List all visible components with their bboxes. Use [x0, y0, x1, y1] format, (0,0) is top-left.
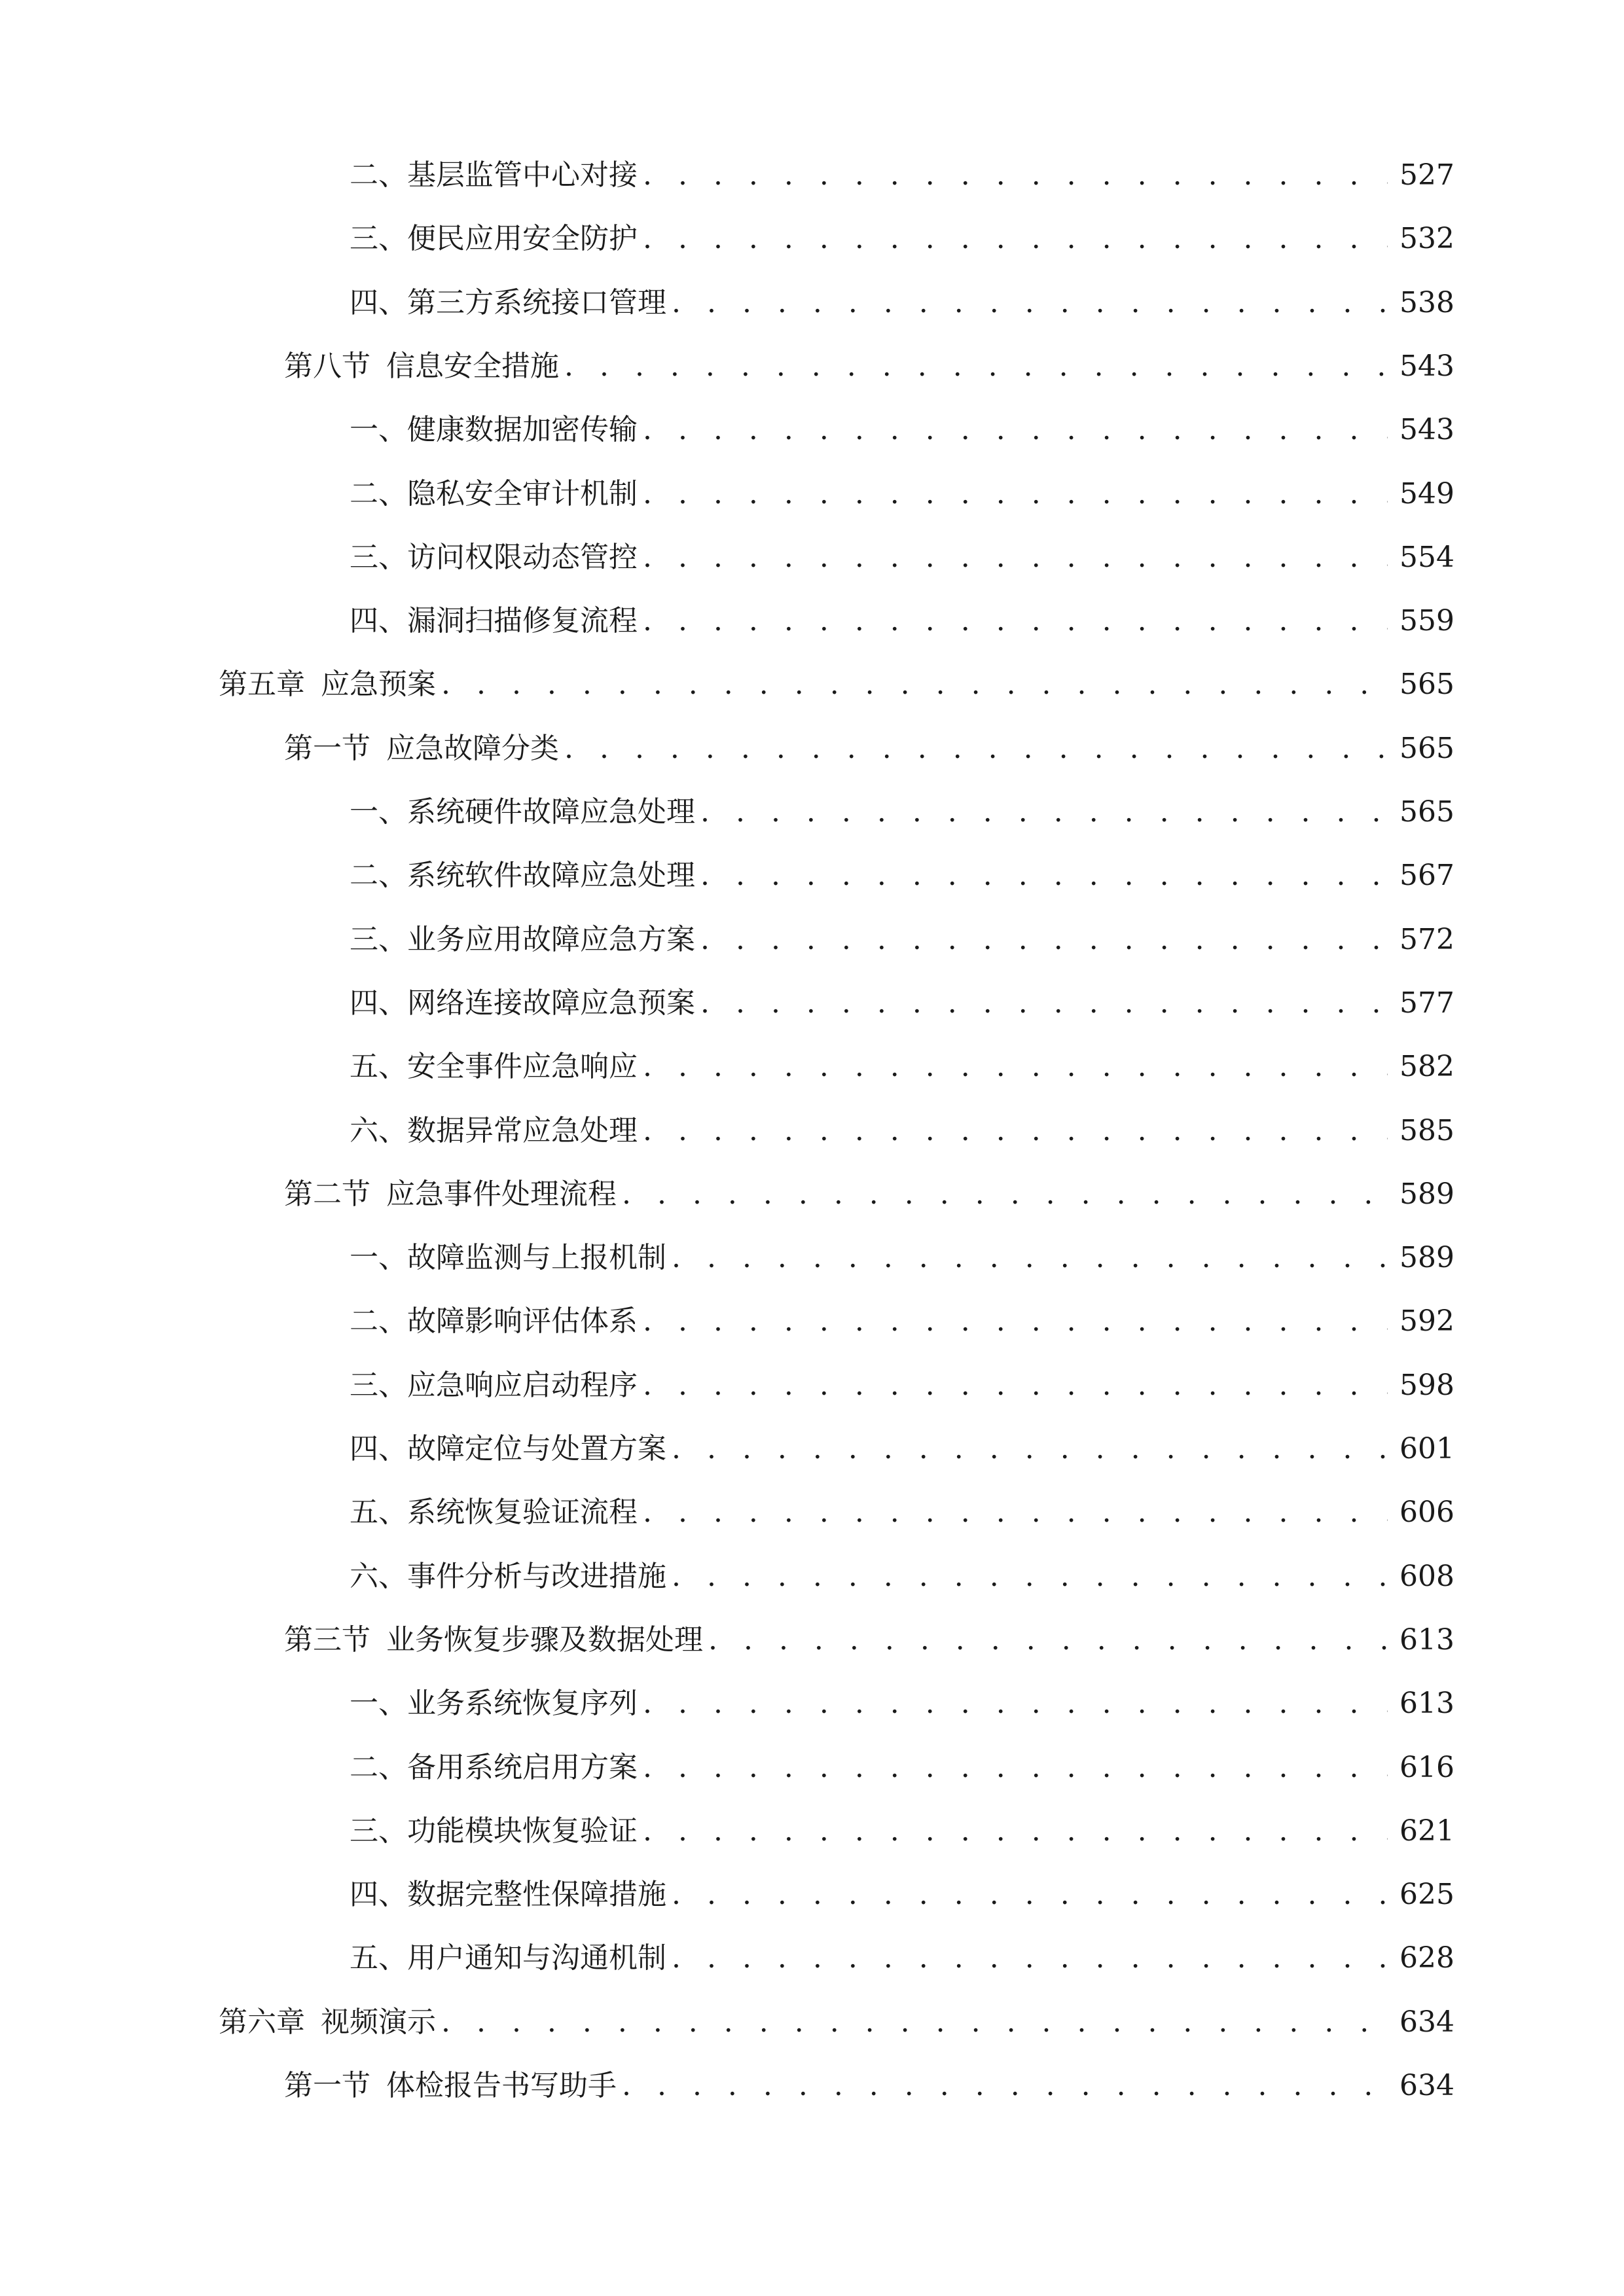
toc-entry-title: 第三方系统接口管理 — [407, 285, 666, 319]
toc-entry-number: 一、 — [350, 1687, 407, 1721]
dot-leader — [666, 1935, 1388, 1981]
toc-entry-page: 565 — [1399, 731, 1454, 765]
toc-entry-page: 634 — [1399, 2005, 1454, 2039]
toc-entry-number: 三、 — [350, 540, 407, 574]
toc-entry-page: 559 — [1399, 604, 1454, 638]
toc-entry-title: 功能模块恢复验证 — [407, 1814, 638, 1848]
toc-entry-number: 五、 — [350, 1050, 407, 1084]
toc-entry-title: 故障影响评估体系 — [407, 1304, 638, 1338]
toc-entry[interactable] — [219, 662, 1454, 708]
toc-entry-title: 漏洞扫描修复流程 — [407, 604, 638, 638]
toc-entry[interactable] — [219, 2000, 1454, 2045]
toc-entry-page: 608 — [1399, 1559, 1454, 1593]
toc-entry-page: 628 — [1399, 1941, 1454, 1975]
toc-entry-page: 565 — [1399, 668, 1454, 702]
dot-leader — [666, 1554, 1388, 1600]
toc-entry-number: 一、 — [350, 795, 407, 829]
toc-entry-page: 589 — [1399, 1241, 1454, 1275]
dot-leader — [559, 344, 1388, 389]
dot-leader — [695, 980, 1388, 1026]
toc-entry[interactable] — [350, 917, 1454, 963]
toc-entry-title: 应急事件处理流程 — [386, 1177, 617, 1211]
dot-leader — [638, 216, 1388, 262]
toc-entry-title: 数据完整性保障措施 — [407, 1878, 666, 1912]
toc-entry-title: 事件分析与改进措施 — [407, 1559, 666, 1593]
toc-entry[interactable] — [284, 1617, 1454, 1663]
toc-entry-title: 应急故障分类 — [386, 731, 559, 765]
toc-entry-title: 应急响应启动程序 — [407, 1368, 638, 1402]
toc-entry-page: 577 — [1399, 986, 1454, 1020]
toc-entry[interactable] — [350, 1745, 1454, 1791]
toc-entry-page: 582 — [1399, 1050, 1454, 1084]
toc-entry-number: 四、 — [350, 986, 407, 1020]
dot-leader — [638, 1681, 1388, 1727]
toc-entry-title: 备用系统启用方案 — [407, 1750, 638, 1784]
toc-entry[interactable] — [284, 344, 1454, 389]
toc-entry-title: 业务应用故障应急方案 — [407, 922, 695, 956]
toc-entry-number: 二、 — [350, 1304, 407, 1338]
toc-entry-title: 信息安全措施 — [386, 349, 559, 383]
toc-entry-page: 625 — [1399, 1878, 1454, 1912]
toc-entry-page: 567 — [1399, 859, 1454, 893]
toc-entry[interactable] — [350, 1935, 1454, 1981]
toc-entry-page: 613 — [1399, 1623, 1454, 1657]
dot-leader — [703, 1617, 1388, 1663]
toc-entry[interactable] — [350, 980, 1454, 1026]
toc-entry[interactable] — [350, 407, 1454, 453]
toc-entry[interactable] — [350, 280, 1454, 326]
dot-leader — [638, 407, 1388, 453]
toc-entry-number: 三、 — [350, 222, 407, 256]
dot-leader — [666, 280, 1388, 326]
toc-entry-number: 一、 — [350, 413, 407, 447]
toc-entry-number: 第二节 — [284, 1177, 370, 1211]
dot-leader — [666, 1235, 1388, 1281]
toc-entry-title: 网络连接故障应急预案 — [407, 986, 695, 1020]
toc-entry-number: 一、 — [350, 1241, 407, 1275]
toc-entry-number: 二、 — [350, 859, 407, 893]
toc-entry-page: 532 — [1399, 222, 1454, 256]
toc-entry-number: 四、 — [350, 604, 407, 638]
toc-entry-number: 第三节 — [284, 1623, 370, 1657]
dot-leader — [638, 1299, 1388, 1344]
toc-entry-number: 三、 — [350, 1368, 407, 1402]
dot-leader — [695, 789, 1388, 835]
toc-entry-page: 585 — [1399, 1113, 1454, 1147]
toc-entry-number: 六、 — [350, 1113, 407, 1147]
toc-entry[interactable] — [350, 471, 1454, 517]
dot-leader — [638, 1490, 1388, 1535]
toc-entry[interactable] — [350, 1872, 1454, 1918]
toc-entry[interactable] — [350, 535, 1454, 581]
toc-entry-page: 549 — [1399, 476, 1454, 511]
toc-entry[interactable] — [350, 789, 1454, 835]
toc-entry-page: 616 — [1399, 1750, 1454, 1784]
toc-entry-page: 572 — [1399, 922, 1454, 956]
toc-entry-title: 系统硬件故障应急处理 — [407, 795, 695, 829]
toc-entry-number: 四、 — [350, 1432, 407, 1465]
toc-entry[interactable] — [284, 1172, 1454, 1217]
dot-leader — [436, 2000, 1388, 2045]
toc-entry-number: 五、 — [350, 1496, 407, 1530]
toc-entry-title: 系统恢复验证流程 — [407, 1496, 638, 1530]
toc-entry[interactable] — [350, 1490, 1454, 1535]
toc-entry-page: 527 — [1399, 158, 1454, 192]
dot-leader — [638, 598, 1388, 644]
toc-entry-title: 业务恢复步骤及数据处理 — [386, 1623, 703, 1657]
dot-leader — [638, 535, 1388, 581]
dot-leader — [617, 2063, 1388, 2109]
toc-entry-page: 634 — [1399, 2069, 1454, 2102]
dot-leader — [695, 853, 1388, 899]
toc-entry-title: 故障监测与上报机制 — [407, 1241, 666, 1275]
toc-entry[interactable] — [350, 853, 1454, 899]
dot-leader — [436, 662, 1388, 708]
toc-entry-number: 第一节 — [284, 2069, 370, 2102]
dot-leader — [638, 1745, 1388, 1791]
toc-entry-page: 592 — [1399, 1304, 1454, 1338]
toc-entry[interactable] — [350, 598, 1454, 644]
toc-entry[interactable] — [350, 1554, 1454, 1600]
toc-entry-number: 第五章 — [219, 668, 305, 702]
dot-leader — [617, 1172, 1388, 1217]
toc-entry-title: 应急预案 — [321, 668, 436, 702]
dot-leader — [638, 152, 1388, 198]
toc-entry-number: 二、 — [350, 476, 407, 511]
toc-entry[interactable] — [350, 1808, 1454, 1854]
toc-entry-number: 三、 — [350, 922, 407, 956]
toc-entry-title: 安全事件应急响应 — [407, 1050, 638, 1084]
toc-entry-title: 业务系统恢复序列 — [407, 1687, 638, 1721]
toc-entry-page: 621 — [1399, 1814, 1454, 1848]
toc-entry-title: 故障定位与处置方案 — [407, 1432, 666, 1465]
toc-entry-title: 数据异常应急处理 — [407, 1113, 638, 1147]
dot-leader — [638, 1808, 1388, 1854]
toc-entry[interactable] — [350, 1426, 1454, 1472]
toc-entry-number: 第六章 — [219, 2005, 305, 2039]
toc-entry-title: 健康数据加密传输 — [407, 413, 638, 447]
dot-leader — [638, 1363, 1388, 1408]
toc-entry-page: 538 — [1399, 285, 1454, 319]
toc-entry-page: 543 — [1399, 349, 1454, 383]
toc-entry-title: 隐私安全审计机制 — [407, 476, 638, 511]
toc-entry-title: 基层监管中心对接 — [407, 158, 638, 192]
toc-entry-number: 第八节 — [284, 349, 370, 383]
toc-entry-number: 二、 — [350, 1750, 407, 1784]
toc-entry-title: 视频演示 — [321, 2005, 436, 2039]
toc-entry-page: 589 — [1399, 1177, 1454, 1211]
toc-entry[interactable] — [284, 2063, 1454, 2109]
toc-entry[interactable] — [350, 1108, 1454, 1154]
toc-entry-page: 606 — [1399, 1496, 1454, 1530]
toc-entry[interactable] — [350, 1299, 1454, 1344]
toc-entry-title: 访问权限动态管控 — [407, 540, 638, 574]
toc-entry[interactable] — [350, 1681, 1454, 1727]
toc-entry[interactable] — [350, 1235, 1454, 1281]
dot-leader — [638, 1108, 1388, 1154]
toc-entry[interactable] — [350, 1044, 1454, 1090]
dot-leader — [638, 1044, 1388, 1090]
toc-entry-title: 便民应用安全防护 — [407, 222, 638, 256]
toc-entry-page: 613 — [1399, 1687, 1454, 1721]
toc-entry-number: 六、 — [350, 1559, 407, 1593]
toc-entry-title: 系统软件故障应急处理 — [407, 859, 695, 893]
toc-entry-page: 601 — [1399, 1432, 1454, 1465]
toc-entry[interactable] — [350, 1363, 1454, 1408]
toc-entry-number: 四、 — [350, 1878, 407, 1912]
dot-leader — [695, 917, 1388, 963]
toc-entry-page: 554 — [1399, 540, 1454, 574]
dot-leader — [666, 1872, 1388, 1918]
toc-entry-page: 598 — [1399, 1368, 1454, 1402]
toc-entry-page: 565 — [1399, 795, 1454, 829]
dot-leader — [638, 471, 1388, 517]
toc-entry-number: 四、 — [350, 285, 407, 319]
toc-entry-number: 二、 — [350, 158, 407, 192]
toc-entry-number: 五、 — [350, 1941, 407, 1975]
toc-entry[interactable] — [350, 216, 1454, 262]
toc-entry[interactable] — [284, 726, 1454, 772]
toc-entry-title: 体检报告书写助手 — [386, 2069, 617, 2102]
toc-entry-title: 用户通知与沟通机制 — [407, 1941, 666, 1975]
toc-entry[interactable] — [350, 152, 1454, 198]
dot-leader — [666, 1426, 1388, 1472]
toc-entry-number: 第一节 — [284, 731, 370, 765]
toc-entry-number: 三、 — [350, 1814, 407, 1848]
toc-entry-page: 543 — [1399, 413, 1454, 447]
dot-leader — [559, 726, 1388, 772]
